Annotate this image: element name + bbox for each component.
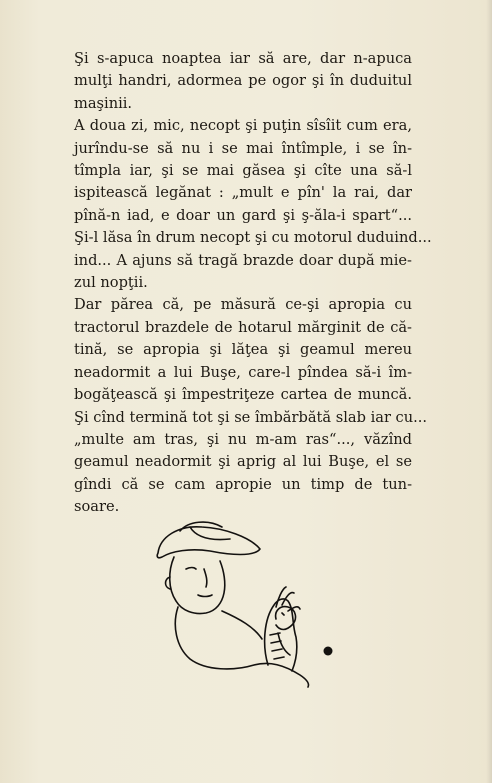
text-line: maşinii. [74,94,133,112]
hat-crown [180,522,230,539]
text-line: jurîndu-se să nu i se mai întîmple, i se în- [74,139,412,157]
text-line: neadormit a lui Buşe, care-l pîndea să-i îm- [74,363,412,381]
text-line: pînă-n iad, e doar un gard şi ş-ăla-i spart“... [74,206,412,224]
paragraph-3 [74,294,428,518]
body-text [74,48,432,519]
text-line: Şi-l lăsa în drum necopt şi cu motorul duduind... [74,229,432,247]
paragraph-1 [74,48,412,115]
text-line: soare. [74,498,120,516]
text-line: Şi s-apuca noaptea iar să are, dar n-apuca [74,50,412,67]
head-outline [170,557,225,614]
text-line: tîmpla iar, şi se mai găsea şi cîte una să-l [74,162,412,180]
paragraph-2 [74,115,432,294]
text-line: mulţi handri, adormea pe ogor şi în duduitul [74,72,412,90]
text-line: tractorul brazdele de hotarul mărginit de că- [74,318,412,336]
face-features [186,568,212,597]
text-line: zul nopţii. [74,274,148,292]
page-edge-shadow [486,0,492,783]
text-line: Dar părea că, pe măsură ce-şi apropia cu [74,296,412,314]
text-line: A doua zi, mic, necopt şi puţin sîsîit cum era, [74,117,412,135]
text-line: bogăţească şi împestriţeze cartea de muncă. [74,386,412,404]
text-line: ind... A ajuns să tragă brazde doar după mie- [74,251,412,269]
text-line: tină, se apropia şi lăţea şi geamul mereu [74,341,412,359]
ink-sketch-illustration [150,515,350,700]
hat-outline [157,527,260,558]
ink-dot [324,647,333,656]
text-line: gîndi că se cam apropie un timp de tun- [74,475,412,493]
text-line: ispitească legănat : „mult e pîn' la rai, dar [74,184,412,202]
body-curve [175,607,308,687]
text-line: geamul neadormit şi aprig al lui Buşe, el se [74,453,412,471]
shoulder-line [222,611,262,639]
text-line: Şi cînd termină tot şi se îmbărbătă slab iar cu... [74,408,428,426]
text-line: „multe am tras, şi nu m-am ras“..., văzînd [74,430,412,448]
